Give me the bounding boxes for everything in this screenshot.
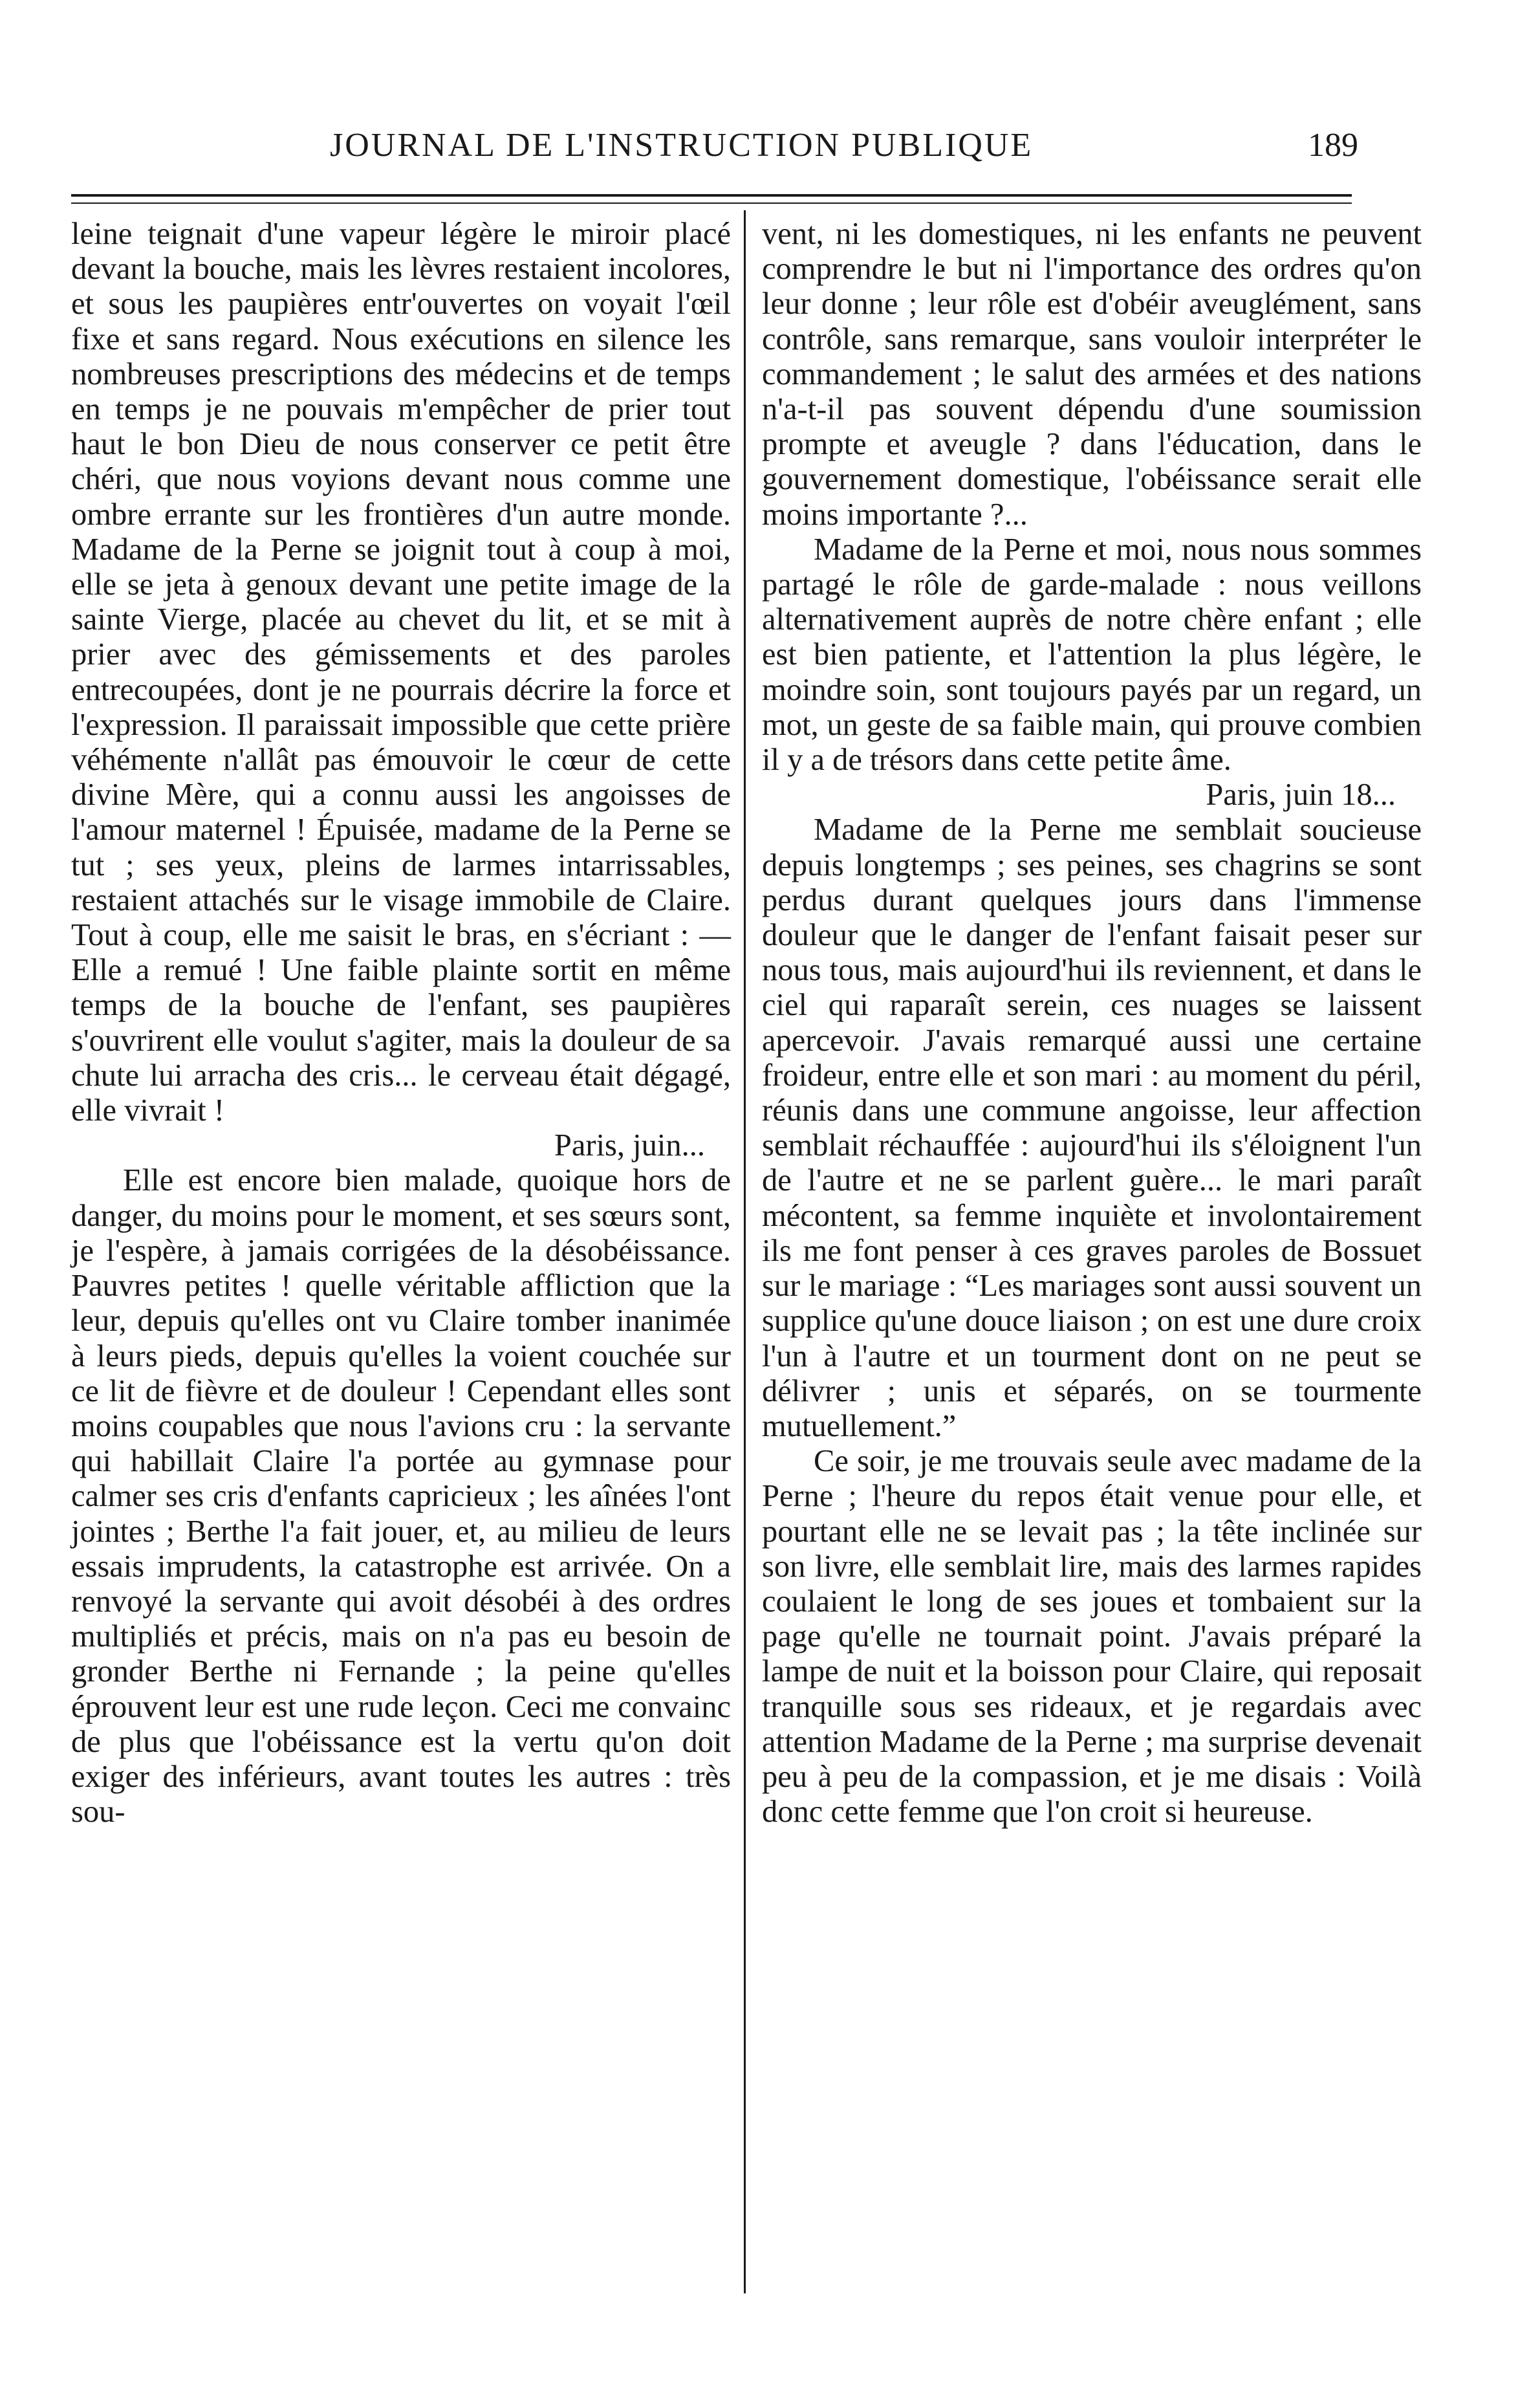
header-rule-thick: [71, 194, 1352, 197]
column-divider: [744, 210, 746, 2293]
page-header: [71, 126, 1358, 171]
header-rule-thin: [71, 202, 1352, 204]
running-title: JOURNAL DE L'INSTRUCTION PUBLIQUE: [330, 127, 1034, 164]
paragraph: vent, ni les domestiques, ni les enfants ne peuvent comprendre le but ni l'importance des ordres qu'on leur donne ; leur rôle est d'obéir aveuglément, sans contrôle, sans remarque, sans vouloir interpréter le commandement ; le salut des armées et des nations n'a-t-il pas souvent dépendu d'une soumission prompte et aveugle ? dans l'éducation, dans le gouvernement domestique, l'obéissance serait elle moins importante ?...: [762, 217, 1422, 532]
dateline: Paris, juin...: [554, 1128, 705, 1163]
dateline: Paris, juin 18...: [1206, 778, 1396, 813]
paragraph: Ce soir, je me trouvais seule avec madame de la Perne ; l'heure du repos était venue pour elle, et pourtant elle ne se levait pas ; la tête inclinée sur son livre, elle semblait lire, mais des larmes rapides coulaient le long de ses joues et tombaient sur la page qu'elle ne tournait point. J'avais préparé la lampe de nuit et la boisson pour Claire, qui reposait tranquille sous ses rideaux, et je regardais avec attention Madame de la Perne ; ma surprise devenait peu à peu de la compassion, et je me disais : Voilà donc cette femme que l'on croit si heureuse.: [762, 1444, 1422, 1830]
page-number: 189: [1308, 127, 1358, 164]
left-column: [71, 217, 731, 1830]
paragraph: Madame de la Perne et moi, nous nous sommes partagé le rôle de garde-malade : nous veillons alternativement auprès de notre chère enfant ; elle est bien patiente, et l'attention la plus légère, le moindre soin, sont toujours payés par un regard, un mot, un geste de sa faible main, qui prouve combien il y a de trésors dans cette petite âme.: [762, 532, 1422, 778]
right-column: [762, 217, 1422, 1830]
paragraph: Elle est encore bien malade, quoique hors de danger, du moins pour le moment, et ses sœurs sont, je l'espère, à jamais corrigées de la désobéissance. Pauvres petites ! quelle véritable affliction que la leur, depuis qu'elles ont vu Claire tomber inanimée à leurs pieds, depuis qu'elles la voient couchée sur ce lit de fièvre et de douleur ! Cependant elles sont moins coupables que nous l'avions cru : la servante qui habillait Claire l'a portée au gymnase pour calmer ses cris d'enfants capricieux ; les aînées l'ont jointes ; Berthe l'a fait jouer, et, au milieu de leurs essais imprudents, la catastrophe est arrivée. On a renvoyé la servante qui avoit désobéi à des ordres multipliés et précis, mais on n'a pas eu besoin de gronder Berthe ni Fernande ; la peine qu'elles éprouvent leur est une rude leçon. Ceci me convainc de plus que l'obéissance est la vertu qu'on doit exiger des inférieurs, avant toutes les autres : très sou-: [71, 1163, 731, 1830]
paragraph: leine teignait d'une vapeur légère le miroir placé devant la bouche, mais les lèvres restaient incolores, et sous les paupières entr'ouvertes on voyait l'œil fixe et sans regard. Nous exécutions en silence les nombreuses prescriptions des médecins et de temps en temps je ne pouvais m'empêcher de prier tout haut le bon Dieu de nous conserver ce petit être chéri, que nous voyions devant nous comme une ombre errante sur les frontières d'un autre monde. Madame de la Perne se joignit tout à coup à moi, elle se jeta à genoux devant une petite image de la sainte Vierge, placée au chevet du lit, et se mit à prier avec des gémissements et des paroles entrecoupées, dont je ne pourrais décrire la force et l'expression. Il paraissait impossible que cette prière véhémente n'allât pas émouvoir le cœur de cette divine Mère, qui a connu aussi les angoisses de l'amour maternel ! Épuisée, madame de la Perne se tut ; ses yeux, pleins de larmes intarrissables, restaient attachés sur le visage immobile de Claire. Tout à coup, elle me saisit le bras, en s'écriant : — Elle a remué ! Une faible plainte sortit en même temps de la bouche de l'enfant, ses paupières s'ouvrirent elle voulut s'agiter, mais la douleur de sa chute lui arracha des cris... le cerveau était dégagé, elle vivrait !: [71, 217, 731, 1128]
paragraph: Madame de la Perne me semblait soucieuse depuis longtemps ; ses peines, ses chagrins se sont perdus durant quelques jours dans l'immense douleur que le danger de l'enfant faisait peser sur nous tous, mais aujourd'hui ils reviennent, et dans le ciel qui raparaît serein, ces nuages se laissent apercevoir. J'avais remarqué aussi une certaine froideur, entre elle et son mari : au moment du péril, réunis dans une commune angoisse, leur affection semblait réchauffée : aujourd'hui ils s'éloignent l'un de l'autre et ne se parlent guère... le mari paraît mécontent, sa femme inquiète et involontairement ils me font penser à ces graves paroles de Bossuet sur le mariage : “Les mariages sont aussi souvent un supplice qu'une douce liaison ; on est une dure croix l'un à l'autre et un tourment dont on ne peut se délivrer ; unis et séparés, on se tourmente mutuellement.”: [762, 813, 1422, 1443]
